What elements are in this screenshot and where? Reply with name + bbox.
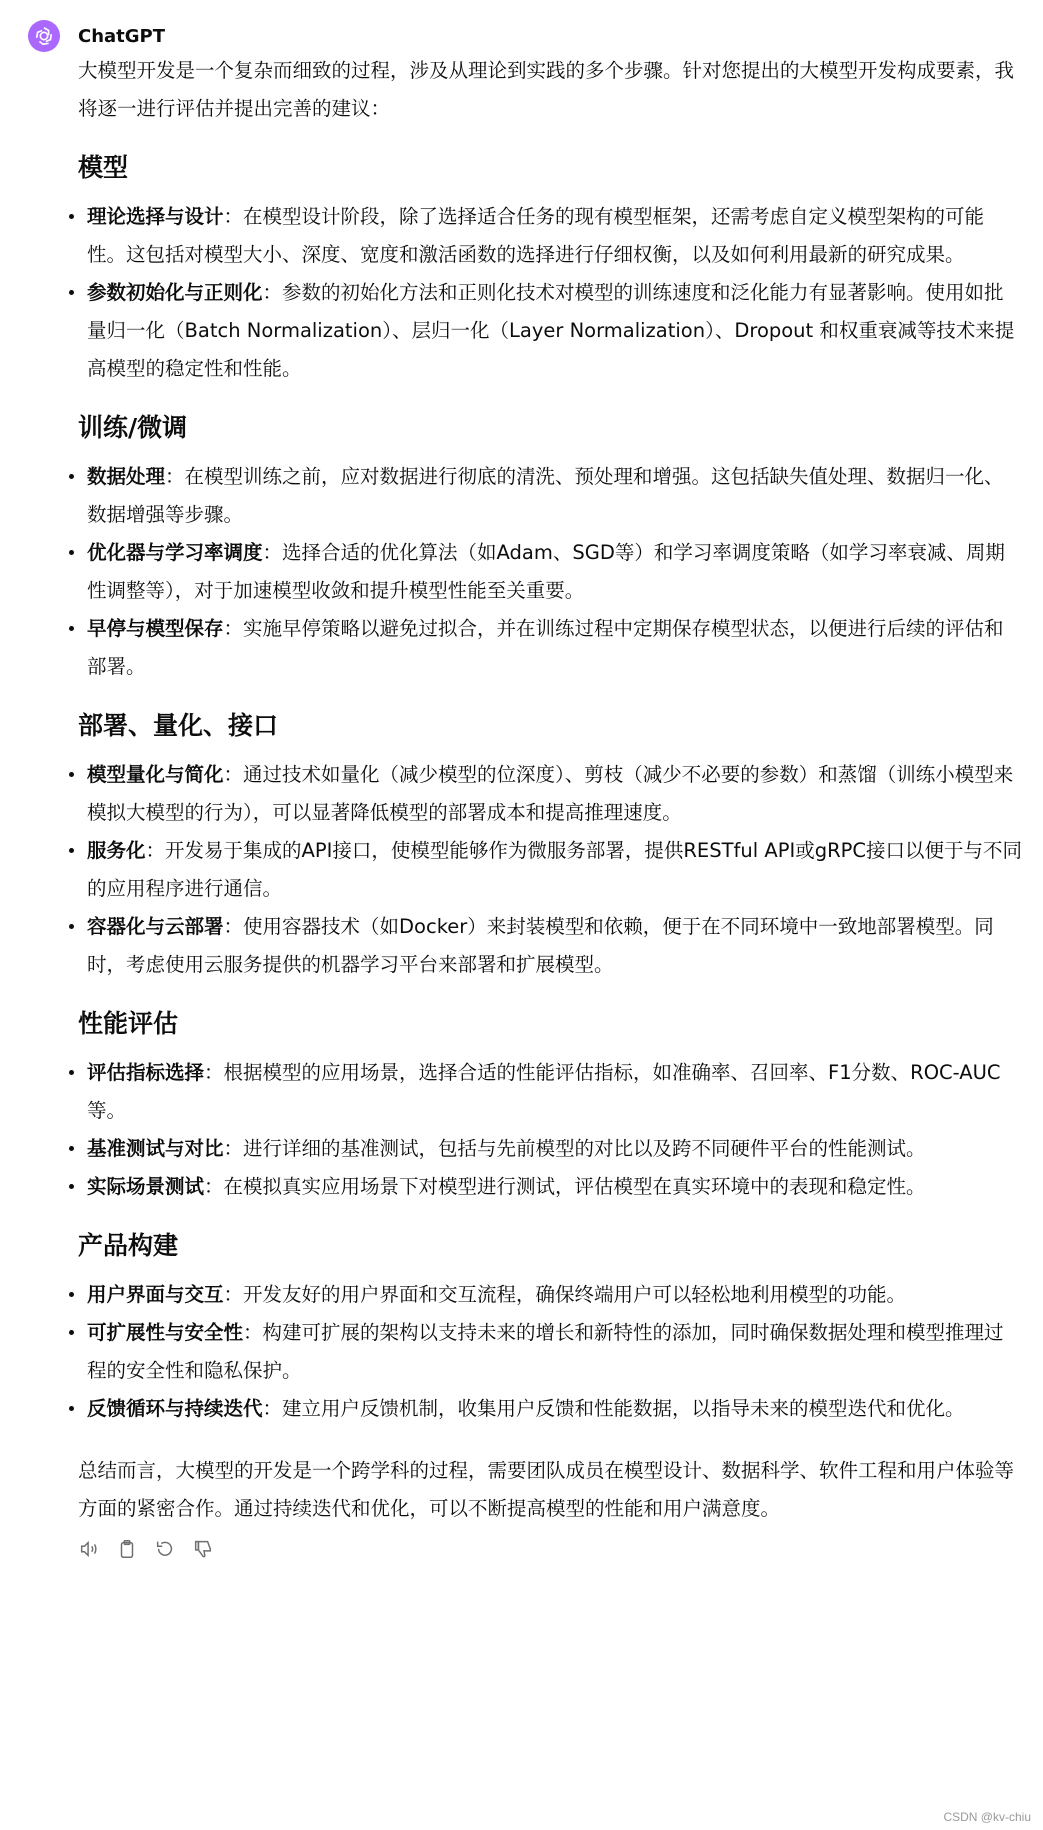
item-description: 在模型训练之前，应对数据进行彻底的清洗、预处理和增强。这包括缺失值处理、数据归一化、数据增强等步骤。 xyxy=(87,465,1004,526)
list-item xyxy=(78,756,1023,832)
message-content xyxy=(78,52,1023,1560)
section-heading: 部署、量化、接口 xyxy=(78,711,279,740)
item-term: 早停与模型保存 xyxy=(87,617,224,640)
item-separator: ： xyxy=(204,1175,224,1198)
list-item xyxy=(78,534,1023,610)
item-term: 模型量化与简化 xyxy=(87,763,224,786)
regenerate-button[interactable] xyxy=(154,1538,176,1560)
item-term: 数据处理 xyxy=(87,465,166,488)
item-separator: ： xyxy=(223,763,244,786)
item-separator: ： xyxy=(223,617,244,640)
author-name: ChatGPT xyxy=(78,25,166,47)
bullet-list xyxy=(78,756,1023,984)
list-item xyxy=(78,832,1023,908)
refresh-icon xyxy=(154,1538,176,1560)
item-separator: ： xyxy=(243,1321,263,1344)
clipboard-icon xyxy=(116,1538,138,1560)
watermark: CSDN @kv-chiu xyxy=(943,1810,1031,1824)
list-item xyxy=(78,1276,1023,1314)
item-separator: ： xyxy=(223,205,244,228)
list-item xyxy=(78,1390,1023,1428)
item-description: 实施早停策略以避免过拟合，并在训练过程中定期保存模型状态，以便进行后续的评估和部署。 xyxy=(87,617,1004,678)
item-term: 服务化 xyxy=(87,839,146,862)
item-description: 建立用户反馈机制，收集用户反馈和性能数据，以指导未来的模型迭代和优化。 xyxy=(282,1397,965,1420)
item-description: 在模型设计阶段，除了选择适合任务的现有模型框架，还需考虑自定义模型架构的可能性。这包括对模型大小、深度、宽度和激活函数的选择进行仔细权衡，以及如何利用最新的研究成果。 xyxy=(87,205,985,266)
speaker-icon xyxy=(78,1538,100,1560)
item-separator: ： xyxy=(165,465,185,488)
item-description: 通过技术如量化（减少模型的位深度）、剪枝（减少不必要的参数）和蒸馏（训练小模型来模拟大模型的行为），可以显著降低模型的部署成本和提高推理速度。 xyxy=(87,763,1014,824)
bullet-list xyxy=(78,198,1023,388)
item-separator: ： xyxy=(204,1061,224,1084)
list-item xyxy=(78,1054,1023,1130)
section-heading: 产品构建 xyxy=(78,1231,179,1260)
item-separator: ： xyxy=(262,281,283,304)
summary-paragraph: 总结而言，大模型的开发是一个跨学科的过程，需要团队成员在模型设计、数据科学、软件工程和用户体验等方面的紧密合作。通过持续迭代和优化，可以不断提高模型的性能和用户满意度。 xyxy=(78,1459,1015,1520)
item-term: 参数初始化与正则化 xyxy=(87,281,263,304)
bullet-list xyxy=(78,1054,1023,1206)
list-item xyxy=(78,1130,1023,1168)
section-heading: 性能评估 xyxy=(78,1009,179,1038)
section-heading: 模型 xyxy=(78,153,129,182)
list-item xyxy=(78,1314,1023,1390)
item-term: 用户界面与交互 xyxy=(87,1283,224,1306)
openai-logo-icon xyxy=(33,25,55,47)
intro-paragraph: 大模型开发是一个复杂而细致的过程，涉及从理论到实践的多个步骤。针对您提出的大模型开发构成要素，我将逐一进行评估并提出完善的建议： xyxy=(78,59,1015,120)
thumbs-down-icon xyxy=(192,1538,214,1560)
item-description: 在模拟真实应用场景下对模型进行测试，评估模型在真实环境中的表现和稳定性。 xyxy=(223,1175,926,1198)
item-separator: ： xyxy=(145,839,166,862)
item-description: 开发易于集成的API接口，使模型能够作为微服务部署，提供RESTful API或gRPC接口以便于与不同的应用程序进行通信。 xyxy=(87,839,1023,900)
item-term: 理论选择与设计 xyxy=(87,205,224,228)
item-description: 使用容器技术（如Docker）来封装模型和依赖，便于在不同环境中一致地部署模型。同时，考虑使用云服务提供的机器学习平台来部署和扩展模型。 xyxy=(87,915,994,976)
section-heading: 训练/微调 xyxy=(78,413,188,442)
item-description: 开发友好的用户界面和交互流程，确保终端用户可以轻松地利用模型的功能。 xyxy=(243,1283,907,1306)
item-description: 根据模型的应用场景，选择合适的性能评估指标，如准确率、召回率、F1分数、ROC-AUC等。 xyxy=(87,1061,1001,1122)
message-header xyxy=(28,20,165,52)
item-term: 优化器与学习率调度 xyxy=(87,541,263,564)
copy-button[interactable] xyxy=(116,1538,138,1560)
item-description: 构建可扩展的架构以支持未来的增长和新特性的添加，同时确保数据处理和模型推理过程的安全性和隐私保护。 xyxy=(87,1321,1004,1382)
message-actions xyxy=(78,1538,1023,1560)
read-aloud-button[interactable] xyxy=(78,1538,100,1560)
list-item xyxy=(78,908,1023,984)
item-separator: ： xyxy=(262,541,283,564)
list-item xyxy=(78,198,1023,274)
list-item xyxy=(78,274,1023,388)
bullet-list xyxy=(78,458,1023,686)
item-separator: ： xyxy=(223,1283,244,1306)
item-separator: ： xyxy=(262,1397,283,1420)
list-item xyxy=(78,458,1023,534)
dislike-button[interactable] xyxy=(192,1538,214,1560)
item-term: 可扩展性与安全性 xyxy=(87,1321,244,1344)
sections-container xyxy=(78,150,1023,1428)
chatgpt-avatar xyxy=(28,20,60,52)
item-separator: ： xyxy=(223,1137,244,1160)
list-item xyxy=(78,1168,1023,1206)
item-description: 进行详细的基准测试，包括与先前模型的对比以及跨不同硬件平台的性能测试。 xyxy=(243,1137,926,1160)
list-item xyxy=(78,610,1023,686)
item-description: 参数的初始化方法和正则化技术对模型的训练速度和泛化能力有显著影响。使用如批量归一化（Batch Normalization）、层归一化（Layer Normalization）、Dropout 和权重衰减等技术来提高模型的稳定性和性能。 xyxy=(87,281,1015,380)
bullet-list xyxy=(78,1276,1023,1428)
item-term: 容器化与云部署 xyxy=(87,915,224,938)
item-term: 基准测试与对比 xyxy=(87,1137,224,1160)
item-description: 选择合适的优化算法（如Adam、SGD等）和学习率调度策略（如学习率衰减、周期性调整等），对于加速模型收敛和提升模型性能至关重要。 xyxy=(87,541,1005,602)
item-separator: ： xyxy=(223,915,244,938)
item-term: 反馈循环与持续迭代 xyxy=(87,1397,263,1420)
item-term: 实际场景测试 xyxy=(87,1175,205,1198)
item-term: 评估指标选择 xyxy=(87,1061,205,1084)
